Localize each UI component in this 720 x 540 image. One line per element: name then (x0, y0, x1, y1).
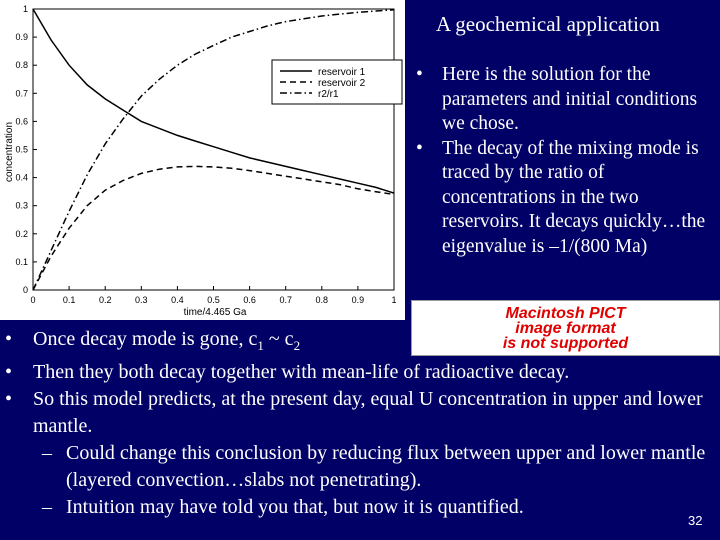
x-tick-label: 0.7 (279, 295, 292, 305)
x-tick-label: 0.6 (243, 295, 256, 305)
y-tick-label: 0.3 (15, 200, 28, 211)
x-tick-label: 0.2 (98, 295, 112, 305)
slide-title: A geochemical application (436, 12, 660, 36)
b1-text-mid: ~ c (263, 328, 294, 350)
plot-frame (33, 9, 394, 290)
y-tick-label: 0.7 (15, 88, 28, 99)
x-tick-label: 0.8 (315, 295, 329, 305)
x-tick-label: 0 (30, 295, 36, 305)
main-bullet-2: • Then they both decay together with mean-life of radioactive decay. (0, 359, 715, 386)
b1-text-pre: Once decay mode is gone, c (33, 328, 258, 350)
main-bullet-list (0, 326, 715, 521)
chart-legend (272, 60, 402, 104)
series-line-r2-r1 (33, 10, 394, 290)
right-bullet-1: • Here is the solution for the parameters and initial conditions we chose. (412, 63, 712, 137)
main-bullet-3: • So this model predicts, at the present day, equal U concentration in upper and lower mantle. (0, 386, 715, 440)
x-tick-label: 0.4 (171, 295, 184, 305)
pict-line-1: Macintosh PICT (505, 304, 626, 322)
y-tick-label: 1 (22, 4, 28, 14)
y-tick-label: 0.9 (15, 32, 28, 43)
y-tick-label: 0.4 (15, 172, 28, 183)
legend-label-reservoir-2: reservoir 2 (318, 78, 366, 89)
right-bullet-list (412, 63, 712, 259)
right-bullet-2: • The decay of the mixing mode is traced by the ratio of concentrations in the two reservoirs. It decays quickly…the eigenvalue is –1/(800 Ma) (412, 137, 712, 260)
main-bullet-1 (0, 326, 715, 359)
series-line-reservoir-2 (33, 166, 394, 290)
x-tick-label: 1 (391, 295, 397, 305)
legend-label-r2-r1: r2/r1 (318, 89, 339, 100)
x-tick-label: 0.1 (62, 295, 76, 305)
sub-bullet-1: – Could change this conclusion by reducing flux between upper and lower mantle (layered convection…slabs not penetrating). (0, 440, 715, 494)
legend-label-reservoir-1: reservoir 1 (318, 67, 366, 78)
x-tick-label: 0.3 (135, 295, 148, 305)
y-tick-label: 0.1 (15, 256, 28, 267)
x-tick-label: 0.5 (207, 295, 220, 305)
y-tick-label: 0.5 (15, 144, 28, 155)
sub-bullet-2: – Intuition may have told you that, but now it is quantified. (0, 494, 715, 521)
b1-sub-1: 1 (257, 338, 264, 353)
y-tick-label: 0 (22, 285, 28, 295)
x-tick-label: 0.9 (351, 295, 365, 305)
pict-line-2: image format (515, 319, 616, 337)
x-axis-label: time/4.465 Ga (183, 307, 247, 318)
page-number: 32 (688, 513, 703, 528)
concentration-chart (0, 0, 405, 320)
b1-sub-2: 2 (293, 338, 301, 353)
y-tick-label: 0.6 (15, 116, 28, 127)
y-tick-label: 0.2 (15, 228, 28, 239)
y-tick-label: 0.8 (15, 60, 28, 71)
y-axis-label: concentration (4, 121, 15, 183)
pict-line-3: is not supported (502, 334, 629, 352)
